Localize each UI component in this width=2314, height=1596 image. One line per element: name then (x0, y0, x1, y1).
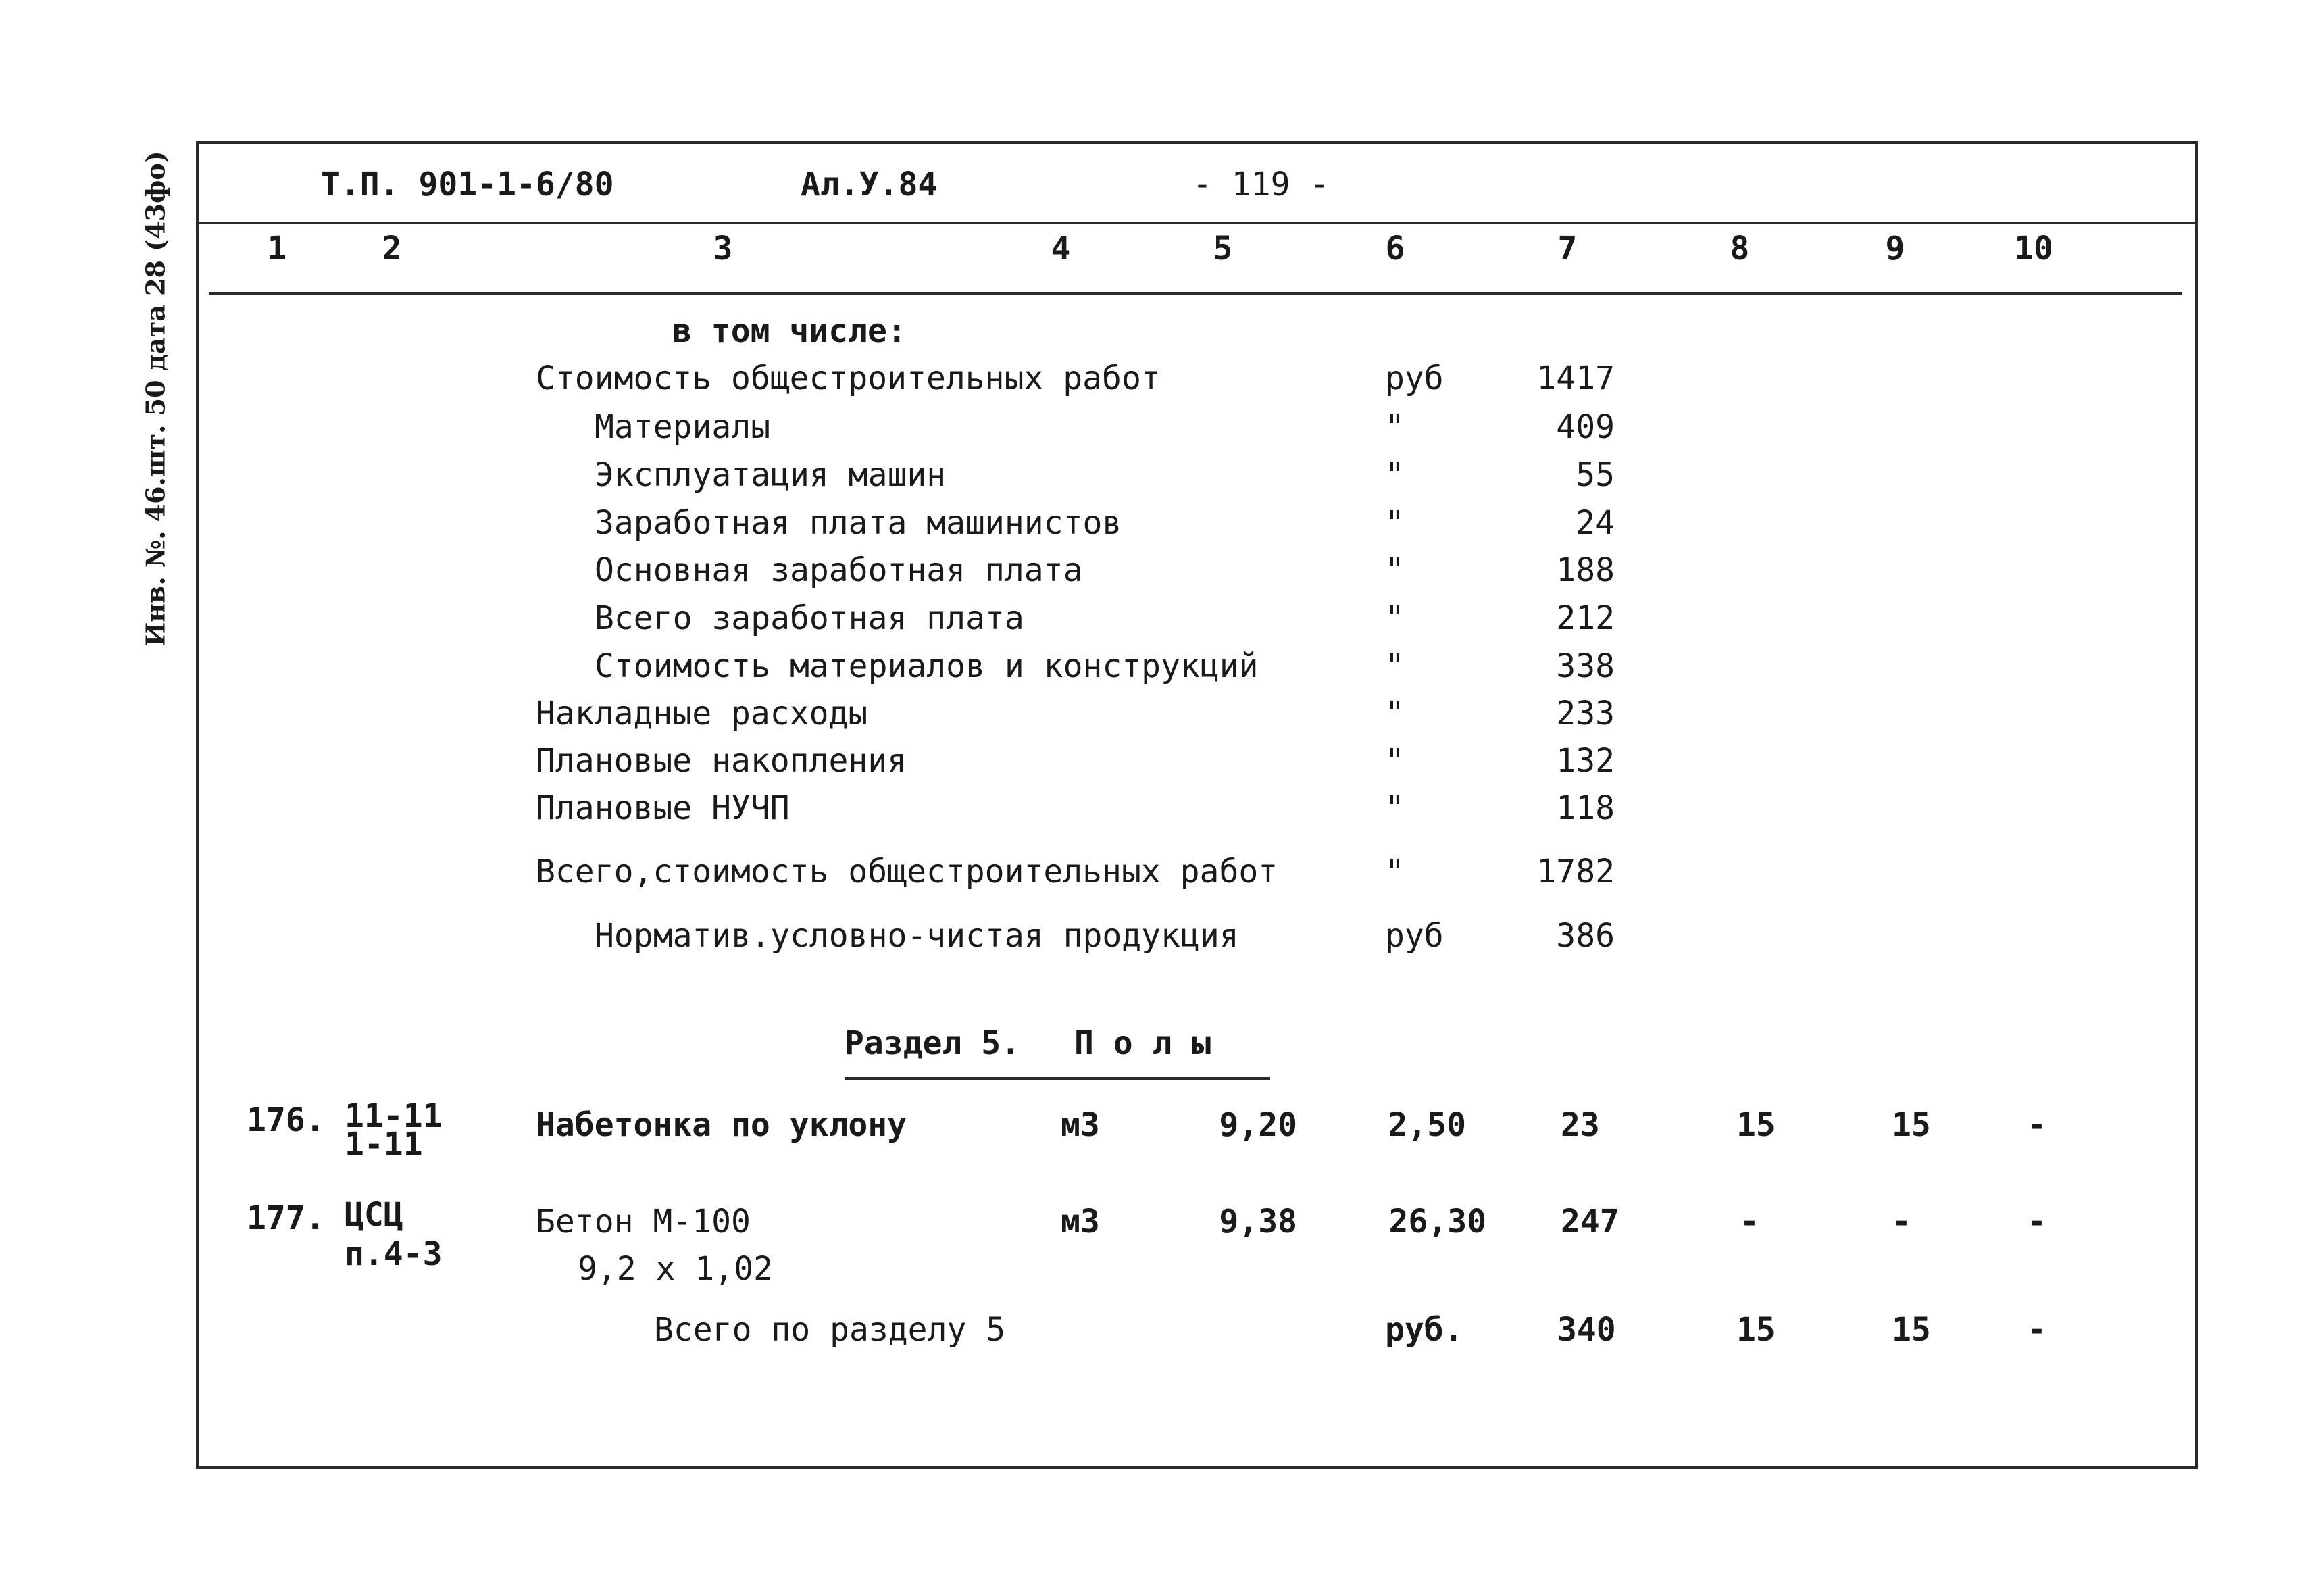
page-number: - 119 - (1192, 166, 1330, 203)
row-unit: " (1385, 504, 1405, 542)
row-name: Норматив.условно-чистая продукция (595, 917, 1239, 955)
row-value: 386 (1556, 917, 1615, 955)
item-code-top: 11-11 (345, 1097, 443, 1135)
row-unit: " (1385, 408, 1405, 446)
item-code-bottom: п.4-3 (345, 1235, 443, 1273)
section-total-col8: 15 (1736, 1311, 1776, 1349)
item-code-bottom: 1-11 (345, 1126, 423, 1164)
row-unit: " (1385, 742, 1405, 780)
row-value: 338 (1556, 647, 1615, 685)
item-price: 2,50 (1388, 1106, 1466, 1144)
section-total-value: 340 (1557, 1311, 1616, 1349)
album-number: Ал.У.84 (801, 166, 938, 203)
row-value: 132 (1556, 742, 1615, 780)
col-header-4: 4 (1051, 230, 1071, 268)
row-name: Основная заработная плата (595, 551, 1083, 589)
margin-note-text: Инв. №. 46.шт. 50 дата 28 (43фо) (140, 151, 171, 647)
item-unit: м3 (1061, 1106, 1100, 1144)
col-header-8: 8 (1730, 230, 1750, 268)
item-col10: - (2027, 1106, 2046, 1144)
row-value: 212 (1556, 599, 1615, 637)
section-total-col10: - (2027, 1311, 2046, 1349)
item-name-detail: 9,2 х 1,02 (578, 1250, 773, 1288)
doc-code: Т.П. 901-1-6/80 (321, 166, 614, 203)
row-name: Накладные расходы (536, 695, 868, 732)
section-total-label: Всего по разделу 5 (654, 1311, 1006, 1349)
item-name: Набетонка по уклону (536, 1106, 907, 1144)
section-total-col9: 15 (1892, 1311, 1931, 1349)
row-name: Стоимость общестроительных работ (536, 359, 1161, 397)
item-number: 176. (247, 1101, 325, 1139)
document-frame (196, 141, 2198, 1469)
item-col10: - (2027, 1203, 2046, 1241)
row-name: Всего заработная плата (595, 599, 1024, 637)
subtotal-intro: в том числе: (672, 312, 907, 350)
item-col8: - (1740, 1203, 1759, 1241)
section-underline (845, 1077, 1270, 1080)
col-header-7: 7 (1557, 230, 1578, 268)
row-unit: " (1385, 789, 1405, 827)
columns-divider (209, 292, 2182, 295)
row-value: 55 (1576, 456, 1615, 494)
item-unit: м3 (1061, 1203, 1100, 1241)
row-unit: руб (1385, 917, 1444, 955)
row-name: Стоимость материалов и конструкций (595, 647, 1259, 685)
col-header-2: 2 (382, 230, 402, 268)
row-name: Плановые НУЧП (536, 789, 790, 827)
row-unit: " (1385, 853, 1405, 891)
item-quantity: 9,38 (1219, 1203, 1297, 1241)
item-price: 26,30 (1388, 1203, 1486, 1241)
row-value: 24 (1576, 504, 1615, 542)
item-total: 23 (1561, 1106, 1600, 1144)
item-code-top: ЦСЦ (345, 1196, 403, 1234)
item-col9: - (1892, 1203, 1911, 1241)
item-name: Бетон М-100 (536, 1203, 751, 1241)
row-unit: " (1385, 551, 1405, 589)
item-quantity: 9,20 (1219, 1106, 1297, 1144)
section-title: Раздел 5. (845, 1024, 1021, 1062)
row-name: Всего,стоимость общестроительных работ (536, 853, 1278, 891)
col-header-3: 3 (713, 230, 733, 268)
item-number: 177. (247, 1199, 325, 1237)
col-header-6: 6 (1385, 230, 1405, 268)
item-col8: 15 (1736, 1106, 1776, 1144)
item-total: 247 (1561, 1203, 1619, 1241)
row-unit: " (1385, 599, 1405, 637)
row-value: 188 (1556, 551, 1615, 589)
header-divider (199, 222, 2196, 224)
row-name: Материалы (595, 408, 771, 446)
row-unit: руб (1385, 359, 1444, 397)
col-header-1: 1 (267, 230, 287, 268)
row-value: 233 (1556, 695, 1615, 732)
row-unit: " (1385, 695, 1405, 732)
item-col9: 15 (1892, 1106, 1931, 1144)
row-value: 1782 (1536, 853, 1615, 891)
row-value: 409 (1556, 408, 1615, 446)
section-name: П о л ы (1074, 1024, 1211, 1062)
margin-note (132, 151, 179, 647)
row-value: 118 (1556, 789, 1615, 827)
row-value: 1417 (1536, 359, 1615, 397)
row-unit: " (1385, 456, 1405, 494)
col-header-10: 10 (2014, 230, 2053, 268)
col-header-9: 9 (1885, 230, 1905, 268)
row-name: Заработная плата машинистов (595, 504, 1122, 542)
col-header-5: 5 (1213, 230, 1233, 268)
row-name: Плановые накопления (536, 742, 907, 780)
section-total-unit: руб. (1385, 1311, 1463, 1349)
row-name: Эксплуатация машин (595, 456, 947, 494)
row-unit: " (1385, 647, 1405, 685)
